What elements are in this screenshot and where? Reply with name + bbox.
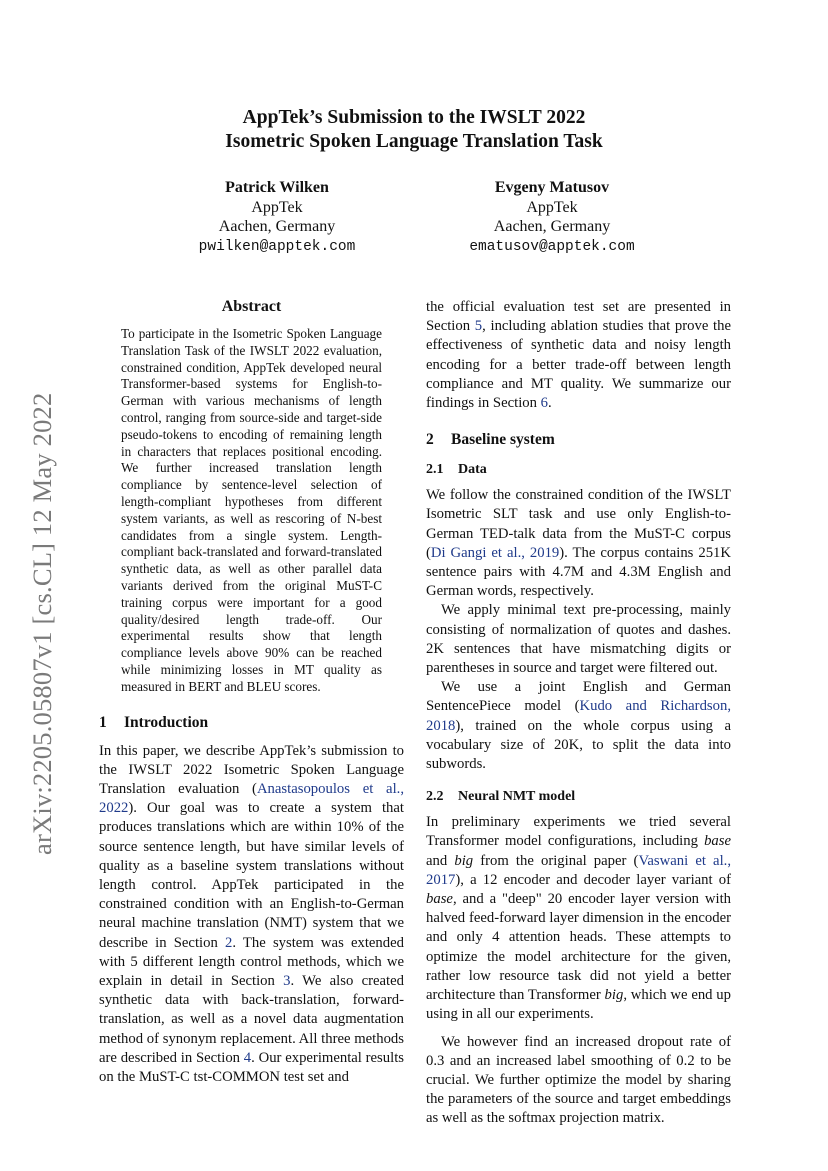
abstract-text: To participate in the Isometric Spoken Language Translation Task of the IWSLT 2022 evaluation, constrained condition, AppTek developed neural Transformer-based systems for English-to-German with various mechanisms of length control, ranging from source-side and target-side pseudo-tokens to encoding of remaining length in characters that replaces positional encoding. We further increased translation length compliance by sentence-level selection of length-compliant hypotheses from different system variants, as well as rescoring of N-best candidates from a single system. Length-compliant back-translated and forward-translated synthetic data, as well as other parallel data variants derived from the original MuST-C training corpus were important for a good quality/desired length trade-off. Our experimental results show that length compliance levels above 90% can be reached while minimizing losses in MT quality as measured in BERT and BLEU scores.	[121, 326, 382, 694]
author-name: Patrick Wilken	[225, 179, 329, 196]
subsection-heading-data	[426, 461, 731, 478]
title-line-1: AppTek’s Submission to the IWSLT 2022	[242, 107, 586, 128]
section-heading-introduction	[99, 714, 404, 732]
paper-title	[100, 106, 728, 154]
citation-link[interactable]: Anastasopoulos et al., 2022	[99, 780, 404, 817]
subsection-number: 2.1	[426, 462, 444, 478]
text-run: . The system was extended with 5 different length control methods, which we explain in detail in Section	[99, 934, 404, 989]
author-affiliation: AppTek	[526, 198, 578, 216]
data-paragraph-3	[426, 678, 731, 774]
subsection-title: Neural NMT model	[458, 789, 576, 805]
italic-term: big	[604, 987, 624, 1004]
text-run: We follow the constrained condition of the IWSLT Isometric SLT task and use only English-to-German TED-talk data from the MuST-C corpus (	[426, 487, 731, 561]
title-line-2: Isometric Spoken Language Translation Task	[225, 131, 603, 152]
data-paragraph-2: We apply minimal text pre-processing, mainly consisting of normalization of quotes and dashes. 2K sentences that have mismatching digits or parentheses in source and target were filtered out.	[426, 602, 731, 677]
author-location: Aachen, Germany	[218, 218, 336, 235]
text-run: In this paper, we describe AppTek’s submission to the IWSLT 2022 Isometric Spoken Language Translation evaluation (	[99, 742, 404, 797]
nmt-paragraph-1	[426, 813, 731, 1024]
section-ref-link[interactable]: 5	[474, 318, 483, 335]
author-affiliation: AppTek	[251, 198, 303, 216]
italic-term: base	[704, 833, 731, 850]
text-run: . Our experimental results on the MuST-C tst-COMMON test set and	[99, 1049, 404, 1085]
text-run: from the original paper (	[473, 852, 639, 869]
abstract-heading: Abstract	[221, 298, 282, 315]
citation-link[interactable]: Vaswani et al., 2017	[426, 852, 731, 888]
italic-term: base	[426, 891, 453, 908]
subsection-number: 2.2	[426, 789, 444, 805]
citation-link[interactable]: Di Gangi et al., 2019	[430, 544, 560, 561]
citation-link[interactable]: Kudo and Richardson, 2018	[426, 698, 731, 734]
text-run: We use a joint English and German SentencePiece model (	[426, 679, 731, 715]
nmt-paragraph-2: We however find an increased dropout rate of 0.3 and an increased label smoothing of 0.2 to be crucial. We further optimize the model by sharing the parameters of the source and target embeddings as well as the softmax projection matrix.	[426, 1033, 731, 1127]
text-run: . We also created synthetic data with back-translation, forward-translation, as well as a novel data augmentation method of synonym replacement. All three methods are described in Section	[99, 972, 404, 1066]
section-number: 1	[99, 713, 107, 731]
right-column	[426, 298, 731, 1129]
author-name: Evgeny Matusov	[494, 179, 610, 196]
subsection-heading-nmt	[426, 788, 731, 805]
text-run: ). Our goal was to create a system that produces translations which are within 10% of the source sentence length, but have similar levels of quality as a baseline system translations without length control. AppTek participated in the constrained condition with an English-to-German neural machine translation (NMT) system that we describe in Section	[99, 800, 404, 951]
text-run: and	[426, 852, 455, 869]
author-block-2	[432, 178, 672, 257]
text-run: the official evaluation test set are presented in Section	[426, 299, 731, 335]
italic-term: big	[454, 852, 474, 869]
intro-paragraph	[99, 742, 404, 1088]
section-ref-link[interactable]: 3	[283, 972, 291, 989]
left-column	[99, 298, 404, 1087]
section-ref-link[interactable]: 2	[224, 934, 233, 951]
arxiv-stamp: arXiv:2205.05807v1 [cs.CL] 12 May 2022	[27, 392, 57, 855]
section-ref-link[interactable]: 6	[540, 395, 548, 412]
text-run: .	[547, 395, 552, 412]
section-heading-baseline	[426, 431, 731, 449]
text-run: ), trained on the whole corpus using a vocabulary size of 20K, to split the data into subwords.	[426, 717, 731, 773]
author-block-1	[157, 178, 397, 257]
section-number: 2	[426, 431, 434, 449]
section-title: Baseline system	[451, 431, 555, 449]
text-run: ). The corpus contains 251K sentence pairs with 4.7M and 4.3M English and German words, respectively.	[426, 544, 731, 600]
author-email[interactable]: ematusov@apptek.com	[469, 238, 635, 255]
data-paragraph-1	[426, 486, 731, 601]
text-run: In preliminary experiments we tried several Transformer model configurations, including	[426, 814, 731, 850]
text-run: ), a 12 encoder and decoder layer variant of	[455, 871, 731, 888]
text-run: , and a "deep" 20 encoder layer version with halved feed-forward layer dimension in the encoder and only 4 attention heads. These attempts to optimize the model architecture for the given, rather low resource task did not yield a better architecture than Transformer	[426, 891, 731, 1004]
text-run: , which we end up using in all our experiments.	[426, 987, 731, 1023]
section-ref-link[interactable]: 4	[243, 1049, 252, 1066]
subsection-title: Data	[458, 462, 487, 478]
text-run: , including ablation studies that prove the effectiveness of synthetic data and noisy length encoding for a better trade-off between length compliance and MT quality. We summarize our findings in Section	[426, 318, 731, 412]
author-email[interactable]: pwilken@apptek.com	[198, 238, 356, 255]
section-title: Introduction	[124, 713, 209, 731]
author-location: Aachen, Germany	[493, 218, 611, 235]
intro-continued-paragraph	[426, 298, 731, 413]
